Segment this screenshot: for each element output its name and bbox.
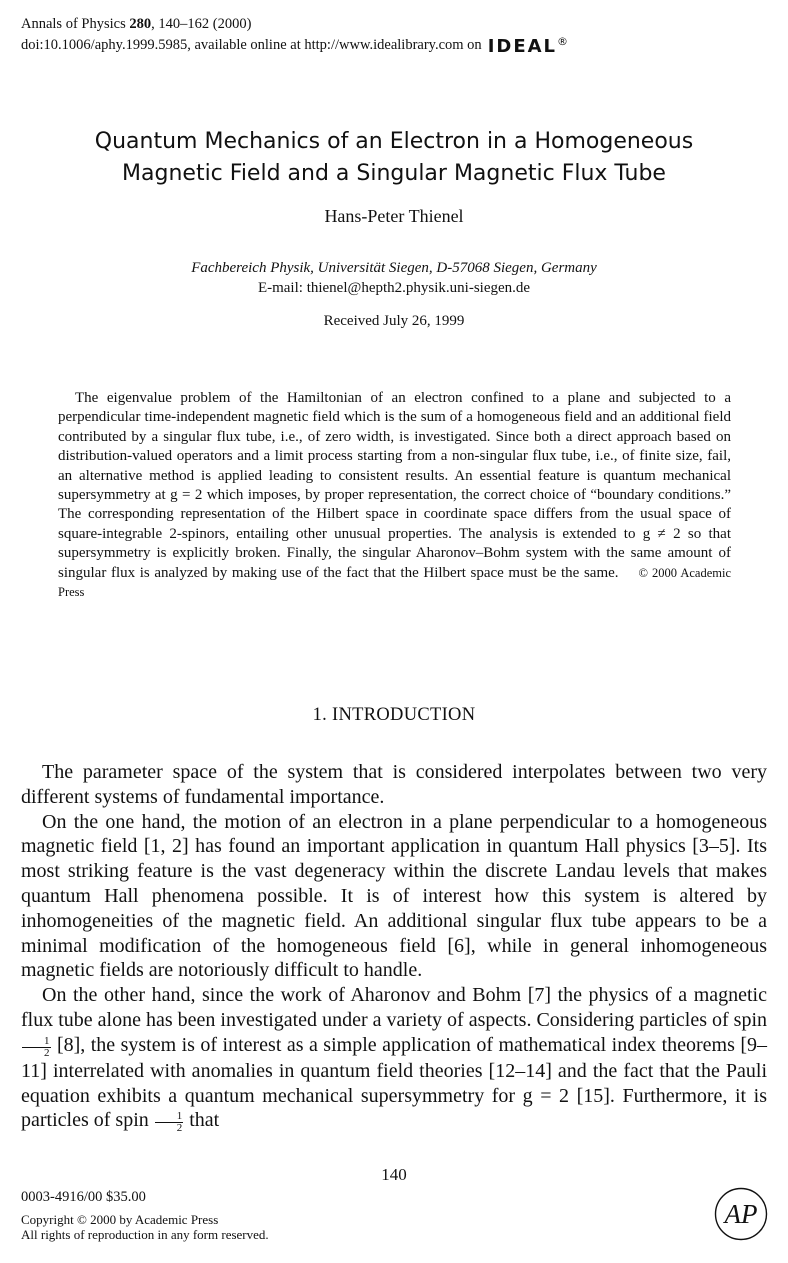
- paragraph-1: The parameter space of the system that is considered interpolates between two very different systems of fundamental importance.: [21, 761, 767, 808]
- footer-rights: All rights of reproduction in any form reserved.: [21, 1227, 269, 1242]
- issn-price: 0003-4916/00 $35.00: [21, 1189, 146, 1205]
- doi-line: doi:10.1006/aphy.1999.5985, available online at http://www.idealibrary.com on IDEAL®: [21, 35, 569, 57]
- paragraph-2: On the one hand, the motion of an electron in a plane perpendicular to a homogeneous magnetic field [1, 2] has found an important application in quantum Hall physics [3–5]. Its most striking feature is the vast degeneracy within the discrete Landau levels that makes quantum Hall phenomena possible. It is of interest how this system is altered by inhomogeneities of the magnetic field. An additional singular flux tube appears to be a minimal modification of the homogeneous field [6], while in general inhomogeneous magnetic fields are notoriously difficult to handle.: [21, 810, 767, 982]
- body-text: [21, 760, 767, 1134]
- paragraph-3: On the other hand, since the work of Aharonov and Bohm [7] the physics of a magnetic flux tube alone has been investigated under a variety of aspects. Considering particles of spin $\frac{1}{2}$ [8], the system is of interest as a simple application of mathematical index theorems [9–11] interrelated with anomalies in quantum field theories [12–14] and the fact that the Pauli equation exhibits a quantum mechanical supersymmetry for g = 2 [15]. Furthermore, it is particles of spin $\frac{1}{2}$ that: [21, 984, 767, 1135]
- journal-citation: Annals of Physics 280, 140–162 (2000): [21, 16, 252, 32]
- paper-title: Quantum Mechanics of an Electron in a Homogeneous Magnetic Field and a Singular Magnetic Flux Tube: [94, 129, 694, 186]
- author-name: Hans-Peter Thienel: [324, 206, 464, 226]
- academic-press-logo-icon: [714, 1187, 768, 1241]
- ideal-logo: IDEAL®: [487, 35, 569, 57]
- affiliation: Fachbereich Physik, Universität Siegen, D-57068 Siegen, Germany: [191, 260, 597, 276]
- footer-copyright: Copyright © 2000 by Academic Press: [21, 1212, 219, 1227]
- received-date: Received July 26, 1999: [323, 313, 465, 329]
- page-number: 140: [381, 1165, 407, 1184]
- affiliation-block: [0, 258, 788, 298]
- abstract-copyright: © 2000 Academic Press: [58, 565, 732, 600]
- section-heading: 1. INTRODUCTION: [312, 705, 476, 725]
- abstract-text: The eigenvalue problem of the Hamiltonian of an electron confined to a plane and subjected to a perpendicular time-independent magnetic field which is the sum of a homogeneous field and an additional field contributed by a singular flux tube, i.e., of zero width, is investigated. Since both a direct approach based on distribution-valued operators and a limit process starting from a non-singular flux tube, i.e., of finite size, fail, an alternative method is applied leading to consistent results. An essential feature is quantum mechanical supersymmetry at g = 2 which imposes, by proper representation, the correct choice of “boundary conditions.” The corresponding representation of the Hilbert space in coordinate space differs from the usual space of square-integrable 2-spinors, entailing other unusual properties. The analysis is extended to g ≠ 2 so that supersymmetry is explicitly broken. Finally, the singular Aharonov–Bohm system with the same amount of singular flux is analyzed by making use of the fact that the Hilbert space must be the same.: [58, 390, 731, 581]
- journal-header: [21, 16, 568, 55]
- email: E-mail: thienel@hepth2.physik.uni-siegen.de: [257, 280, 531, 296]
- abstract: [58, 389, 731, 602]
- fraction-one-half: $\frac{1}{2}$: [22, 1036, 51, 1059]
- fraction-one-half: $\frac{1}{2}$: [155, 1111, 184, 1134]
- svg-text:AP: AP: [724, 1199, 758, 1229]
- footer: [21, 1190, 269, 1242]
